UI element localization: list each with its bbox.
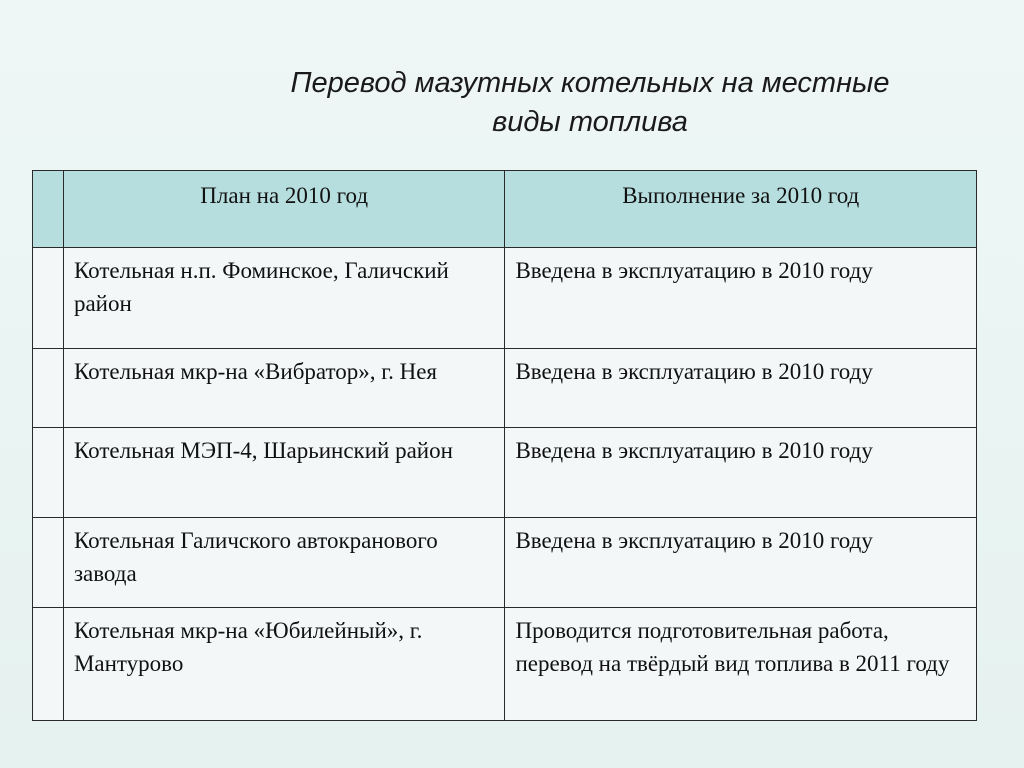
plan-cell: Котельная мкр-на «Юбилейный», г. Мантурово: [63, 608, 505, 721]
plan-cell: Котельная мкр-на «Вибратор», г. Нея: [63, 349, 505, 428]
slide-title-line-2: виды топлива: [492, 106, 688, 138]
slide-title: [180, 64, 1000, 142]
header-index-cell: [33, 171, 64, 248]
table-row: [33, 518, 977, 608]
result-cell: Введена в эксплуатацию в 2010 году: [505, 248, 977, 349]
plan-cell: Котельная н.п. Фоминское, Галичский район: [63, 248, 505, 349]
row-index-cell: [33, 248, 64, 349]
row-index-cell: [33, 349, 64, 428]
header-result: Выполнение за 2010 год: [505, 171, 977, 248]
header-plan: План на 2010 год: [63, 171, 505, 248]
result-cell: Введена в эксплуатацию в 2010 году: [505, 349, 977, 428]
result-cell: Введена в эксплуатацию в 2010 году: [505, 518, 977, 608]
plan-cell: Котельная МЭП-4, Шарьинский район: [63, 428, 505, 518]
table-header-row: [33, 171, 977, 248]
row-index-cell: [33, 608, 64, 721]
table-row: [33, 349, 977, 428]
table-row: [33, 248, 977, 349]
table-row: [33, 428, 977, 518]
slide-title-line-1: Перевод мазутных котельных на местные: [290, 67, 890, 99]
boiler-conversion-table: [32, 170, 977, 721]
result-cell: Введена в эксплуатацию в 2010 году: [505, 428, 977, 518]
row-index-cell: [33, 428, 64, 518]
row-index-cell: [33, 518, 64, 608]
table-row: [33, 608, 977, 721]
plan-cell: Котельная Галичского автокранового завода: [63, 518, 505, 608]
result-cell: Проводится подготовительная работа, перевод на твёрдый вид топлива в 2011 году: [505, 608, 977, 721]
